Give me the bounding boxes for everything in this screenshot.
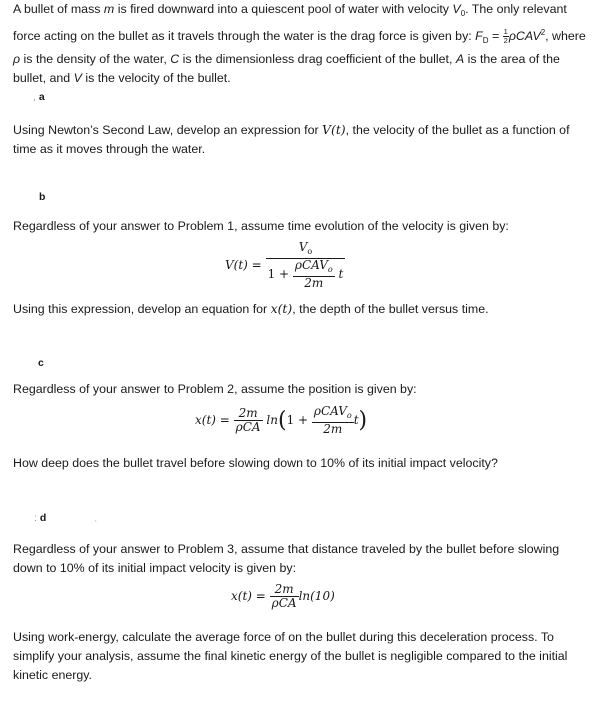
part-a-text: Using Newton’s Second Law, develop an expression for — [13, 123, 323, 137]
part-b-text: Using this expression, develop an equation for — [13, 302, 271, 316]
intro-text: is fired downward into a quiescent pool of water with velocity — [114, 2, 453, 16]
inner-numerator-sub: o — [327, 265, 333, 274]
velocity-eq-lhs: V(t) = — [225, 258, 262, 272]
part-a-text: , the velocity of the bullet as a function of time as it moves through the water. — [13, 123, 570, 156]
inner-numerator-text: ρCAV — [313, 404, 347, 418]
drag-rhs: ρCAV — [508, 29, 541, 43]
close-paren: ) — [358, 408, 368, 433]
c-symbol: C — [170, 52, 180, 66]
velocity-eq-numerator — [266, 241, 346, 259]
half-denominator: 2 — [503, 36, 508, 46]
part-a-marker: , a — [33, 91, 45, 103]
intro-text: . The only relevant force acting on the bullet as it travels through the water is the drag force is given by: — [13, 2, 567, 43]
one-plus: 1 + — [267, 267, 290, 281]
intro-text: is the area of the bullet, and — [13, 52, 560, 85]
part-a-letter: a — [38, 91, 45, 103]
v0-symbol: V — [298, 240, 308, 254]
v0-subscript: 0 — [460, 9, 466, 18]
coefficient-fraction — [270, 583, 299, 610]
part-b-letter: b — [39, 191, 46, 203]
intro-text: A bullet of mass — [13, 2, 104, 16]
part-d-marker: : d — [34, 512, 47, 524]
one-plus: 1 + — [286, 413, 309, 427]
v-symbol: V — [73, 71, 82, 85]
part-d-letter: d — [39, 512, 47, 524]
drag-subscript: D — [482, 36, 489, 45]
coefficient-denominator: ρCA — [271, 596, 297, 610]
part-d-intro: Regardless of your answer to Problem 3, assume that distance traveled by the bullet before slowing down to 10% of its initial impact velocity is given by: — [13, 542, 560, 575]
open-paren: ( — [277, 408, 287, 433]
drag-exponent: 2 — [540, 28, 546, 37]
v0-symbol: V — [452, 2, 461, 16]
coefficient-fraction — [234, 407, 263, 434]
part-b-expression: x(t) — [270, 301, 293, 316]
inner-numerator — [312, 405, 354, 423]
ln-term: ln(10) — [298, 589, 335, 603]
part-c-intro: Regardless of your answer to Problem 2, assume the position is given by: — [13, 382, 417, 396]
intro-text: is the velocity of the bullet. — [81, 71, 231, 85]
part-b-text: , the depth of the bullet versus time. — [292, 302, 489, 316]
position-eq-lhs: x(t) = — [195, 413, 230, 427]
inner-fraction — [293, 259, 335, 290]
inner-fraction — [312, 405, 354, 436]
v0-subscript: o — [307, 247, 313, 256]
distance-equation — [231, 583, 335, 610]
inner-numerator-text: ρCAV — [294, 258, 328, 272]
equals-sign: = — [488, 29, 503, 43]
stray-dot: • — [95, 518, 97, 523]
ln-symbol: ln — [266, 413, 278, 427]
inner-denominator: 2m — [304, 276, 324, 290]
part-c-letter: c — [38, 357, 44, 369]
inner-numerator — [293, 259, 335, 277]
inner-denominator: 2m — [323, 422, 343, 436]
time-symbol: t — [338, 267, 344, 281]
inner-numerator-sub: o — [346, 411, 352, 420]
position-equation — [195, 405, 367, 436]
coefficient-numerator: 2m — [270, 583, 299, 597]
velocity-eq-fraction — [266, 241, 346, 290]
part-d-question: Using work-energy, calculate the average force of on the bullet during this deceleration process. To simplify your analysis, assume the final kinetic energy of the bullet is negligible compared to the initial kinetic energy. — [13, 630, 568, 682]
time-symbol: t — [353, 413, 359, 427]
intro-text: is the dimensionless drag coefficient of the bullet, — [179, 52, 456, 66]
mass-symbol: m — [103, 2, 115, 16]
part-b-marker — [39, 191, 45, 203]
part-c-marker — [38, 357, 44, 369]
part-c-question: How deep does the bullet travel before slowing down to 10% of its initial impact velocity? — [13, 456, 498, 470]
coefficient-numerator: 2m — [234, 407, 263, 421]
part-a-paragraph — [13, 120, 588, 159]
a-symbol: A — [455, 52, 465, 66]
part-a-expression: V(t) — [322, 122, 346, 137]
velocity-equation — [225, 241, 345, 290]
intro-text: , where — [545, 29, 586, 43]
distance-eq-lhs: x(t) = — [231, 589, 266, 603]
part-b-intro: Regardless of your answer to Problem 1, assume time evolution of the velocity is given by: — [13, 219, 509, 233]
intro-text: is the density of the water, — [20, 52, 171, 66]
velocity-eq-denominator — [266, 259, 346, 290]
part-b-question — [13, 299, 588, 319]
coefficient-denominator: ρCA — [235, 420, 261, 434]
half-numerator: 1 — [503, 27, 508, 37]
drag-force-symbol: F — [475, 29, 483, 43]
intro-paragraph — [13, 0, 588, 88]
rho-symbol: ρ — [13, 52, 21, 66]
